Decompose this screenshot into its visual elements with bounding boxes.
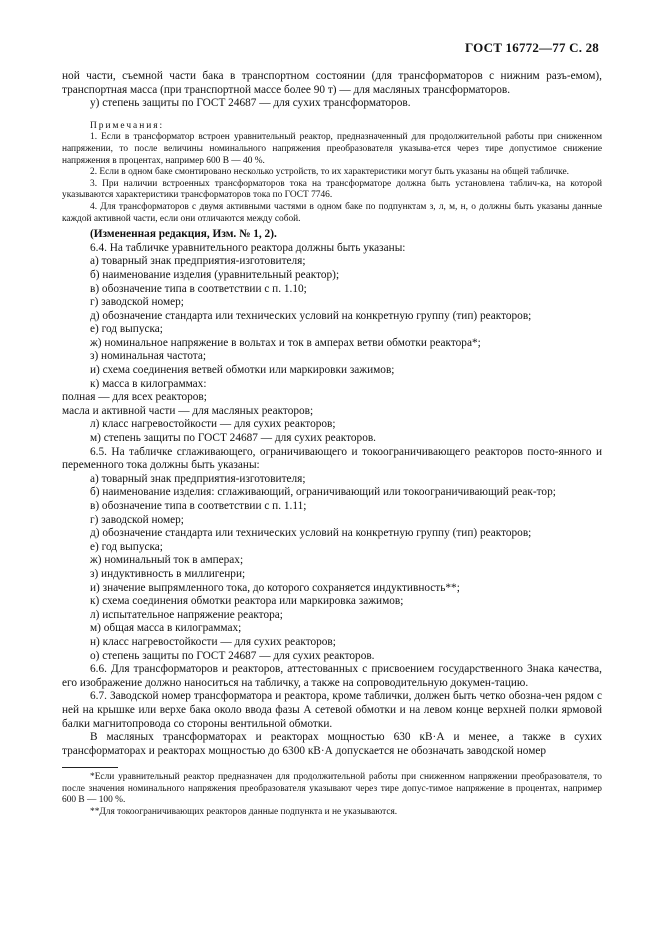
list-subitem: масла и активной части — для масляных реакторов; bbox=[62, 404, 314, 417]
list-item: н) класс нагревостойкости — для сухих реакторов; bbox=[90, 635, 336, 648]
list-item: к) схема соединения обмотки реактора или маркировка зажимов; bbox=[90, 595, 404, 608]
document-body bbox=[62, 70, 602, 758]
list-item: е) год выпуска; bbox=[90, 323, 163, 336]
list-item: з) номинальная частота; bbox=[90, 350, 206, 363]
list-item: ж) номинальный ток в амперах; bbox=[90, 554, 244, 567]
list-item: д) обозначение стандарта или технических условий на конкретную группу (тип) реакторов; bbox=[90, 309, 532, 322]
notes-block bbox=[62, 121, 602, 225]
list-item: к) масса в килограммах: bbox=[90, 377, 207, 390]
footnote-item: **Для токоограничивающих реакторов данные подпункта и не указываются. bbox=[90, 806, 398, 817]
list-item: в) обозначение типа в соответствии с п. 1.11; bbox=[90, 500, 307, 512]
list-item: и) схема соединения ветвей обмотки или маркировки зажимов; bbox=[90, 364, 395, 377]
note-item: 3. При наличии встроенных трансформаторов тока на трансформаторе должна быть установлена таблич-ка, на которой указываются характеристики трансформаторов тока по ГОСТ 7746. bbox=[62, 178, 602, 201]
list-item: в) обозначение типа в соответствии с п. 1.10; bbox=[90, 282, 307, 295]
list-item: о) степень защиты по ГОСТ 24687 — для сухих реакторов. bbox=[90, 649, 375, 662]
footnote-divider bbox=[62, 767, 118, 768]
list-item: г) заводской номер; bbox=[90, 296, 184, 309]
revision-note: (Измененная редакция, Изм. № 1, 2). bbox=[90, 228, 277, 241]
list-item: б) наименование изделия: сглаживающий, ограничивающий или токоограничивающий реак-тор; bbox=[90, 486, 556, 499]
list-item: з) индуктивность в миллигенри; bbox=[90, 567, 246, 580]
list-item: л) испытательное напряжение реактора; bbox=[90, 608, 283, 621]
section-6-7-continued: В масляных трансформаторах и реакторах мощностью 630 кВ·А и менее, а также в сухих трансформаторах и реакторах мощностью до 6300 кВ·А допускается не обозначать заводской номер bbox=[62, 731, 602, 757]
section-6-7: 6.7. Заводской номер трансформатора и реактора, кроме таблички, должен быть четко обозна-чен рядом с ней на крышке или верхе бака около ввода фазы А сетевой обмотки и на левом конце верхней полки ярмовой балки магнитопровода со стороны вентильной обмотки. bbox=[62, 690, 602, 730]
list-item: е) год выпуска; bbox=[90, 540, 163, 553]
section-6-5-intro: 6.5. На табличке сглаживающего, ограничивающего и токоограничивающего реакторов посто-янного и переменного тока должны быть указаны: bbox=[62, 445, 602, 472]
footnotes-block bbox=[62, 772, 602, 818]
list-item: л) класс нагревостойкости — для сухих реакторов; bbox=[90, 418, 336, 431]
section-6-6: 6.6. Для трансформаторов и реакторов, аттестованных с присвоением государственного Знака качества, его изображение должно наноситься на табличку, а также на сопроводительную докумен-тацию. bbox=[62, 663, 602, 689]
note-item: 2. Если в одном баке смонтировано несколько устройств, то их характеристики могут быть указаны на общей табличке. bbox=[90, 167, 569, 178]
notes-heading: Примечания: bbox=[90, 120, 165, 131]
list-item: а) товарный знак предприятия-изготовителя; bbox=[90, 472, 306, 485]
list-item: м) общая масса в килограммах; bbox=[90, 622, 242, 635]
list-item: ж) номинальное напряжение в вольтах и ток в амперах ветви обмотки реактора*; bbox=[90, 336, 481, 349]
note-item: 1. Если в трансформатор встроен уравнительный реактор, предназначенный для продолжительной работы при сниженном напряжении, то после величины номинального напряжения преобразователя указыва-ется через тире допустимое снижение напряжения в процентах, например 600 В — 40 %. bbox=[62, 132, 602, 166]
list-item: г) заводской номер; bbox=[90, 513, 184, 526]
list-item: а) товарный знак предприятия-изготовителя; bbox=[90, 255, 306, 268]
list-item: у) степень защиты по ГОСТ 24687 — для сухих трансформаторов. bbox=[90, 97, 411, 110]
page-header: ГОСТ 16772—77 С. 28 bbox=[465, 40, 599, 55]
list-item: и) значение выпрямленного тока, до которого сохраняется индуктивность**; bbox=[90, 581, 460, 594]
note-item: 4. Для трансформаторов с двумя активными частями в одном баке по подпунктам з, л, м, н, о должны быть указаны данные каждой активной части, если они отличаются между собой. bbox=[62, 201, 602, 224]
list-item: м) степень защиты по ГОСТ 24687 — для сухих реакторов. bbox=[90, 432, 376, 445]
continuation-paragraph: ной части, съемной части бака в транспортном состоянии (для трансформаторов с нижним разъ-емом), транспортная масса (при транспортной массе более 90 т) — для масляных трансформаторов. bbox=[62, 70, 602, 96]
footnote-item: *Если уравнительный реактор предназначен для продолжительной работы при сниженном напряжении преобразователя, то после значения номинального напряжения преобразователя указывают через тире допус-тимое напряжение в процентах, например 600 В — 100 %. bbox=[62, 772, 602, 806]
list-subitem: полная — для всех реакторов; bbox=[62, 391, 207, 404]
list-item: д) обозначение стандарта или технических условий на конкретную группу (тип) реакторов; bbox=[90, 527, 532, 540]
section-6-4-intro: 6.4. На табличке уравнительного реактора должны быть указаны: bbox=[90, 241, 406, 254]
list-item: б) наименование изделия (уравнительный реактор); bbox=[90, 268, 340, 281]
